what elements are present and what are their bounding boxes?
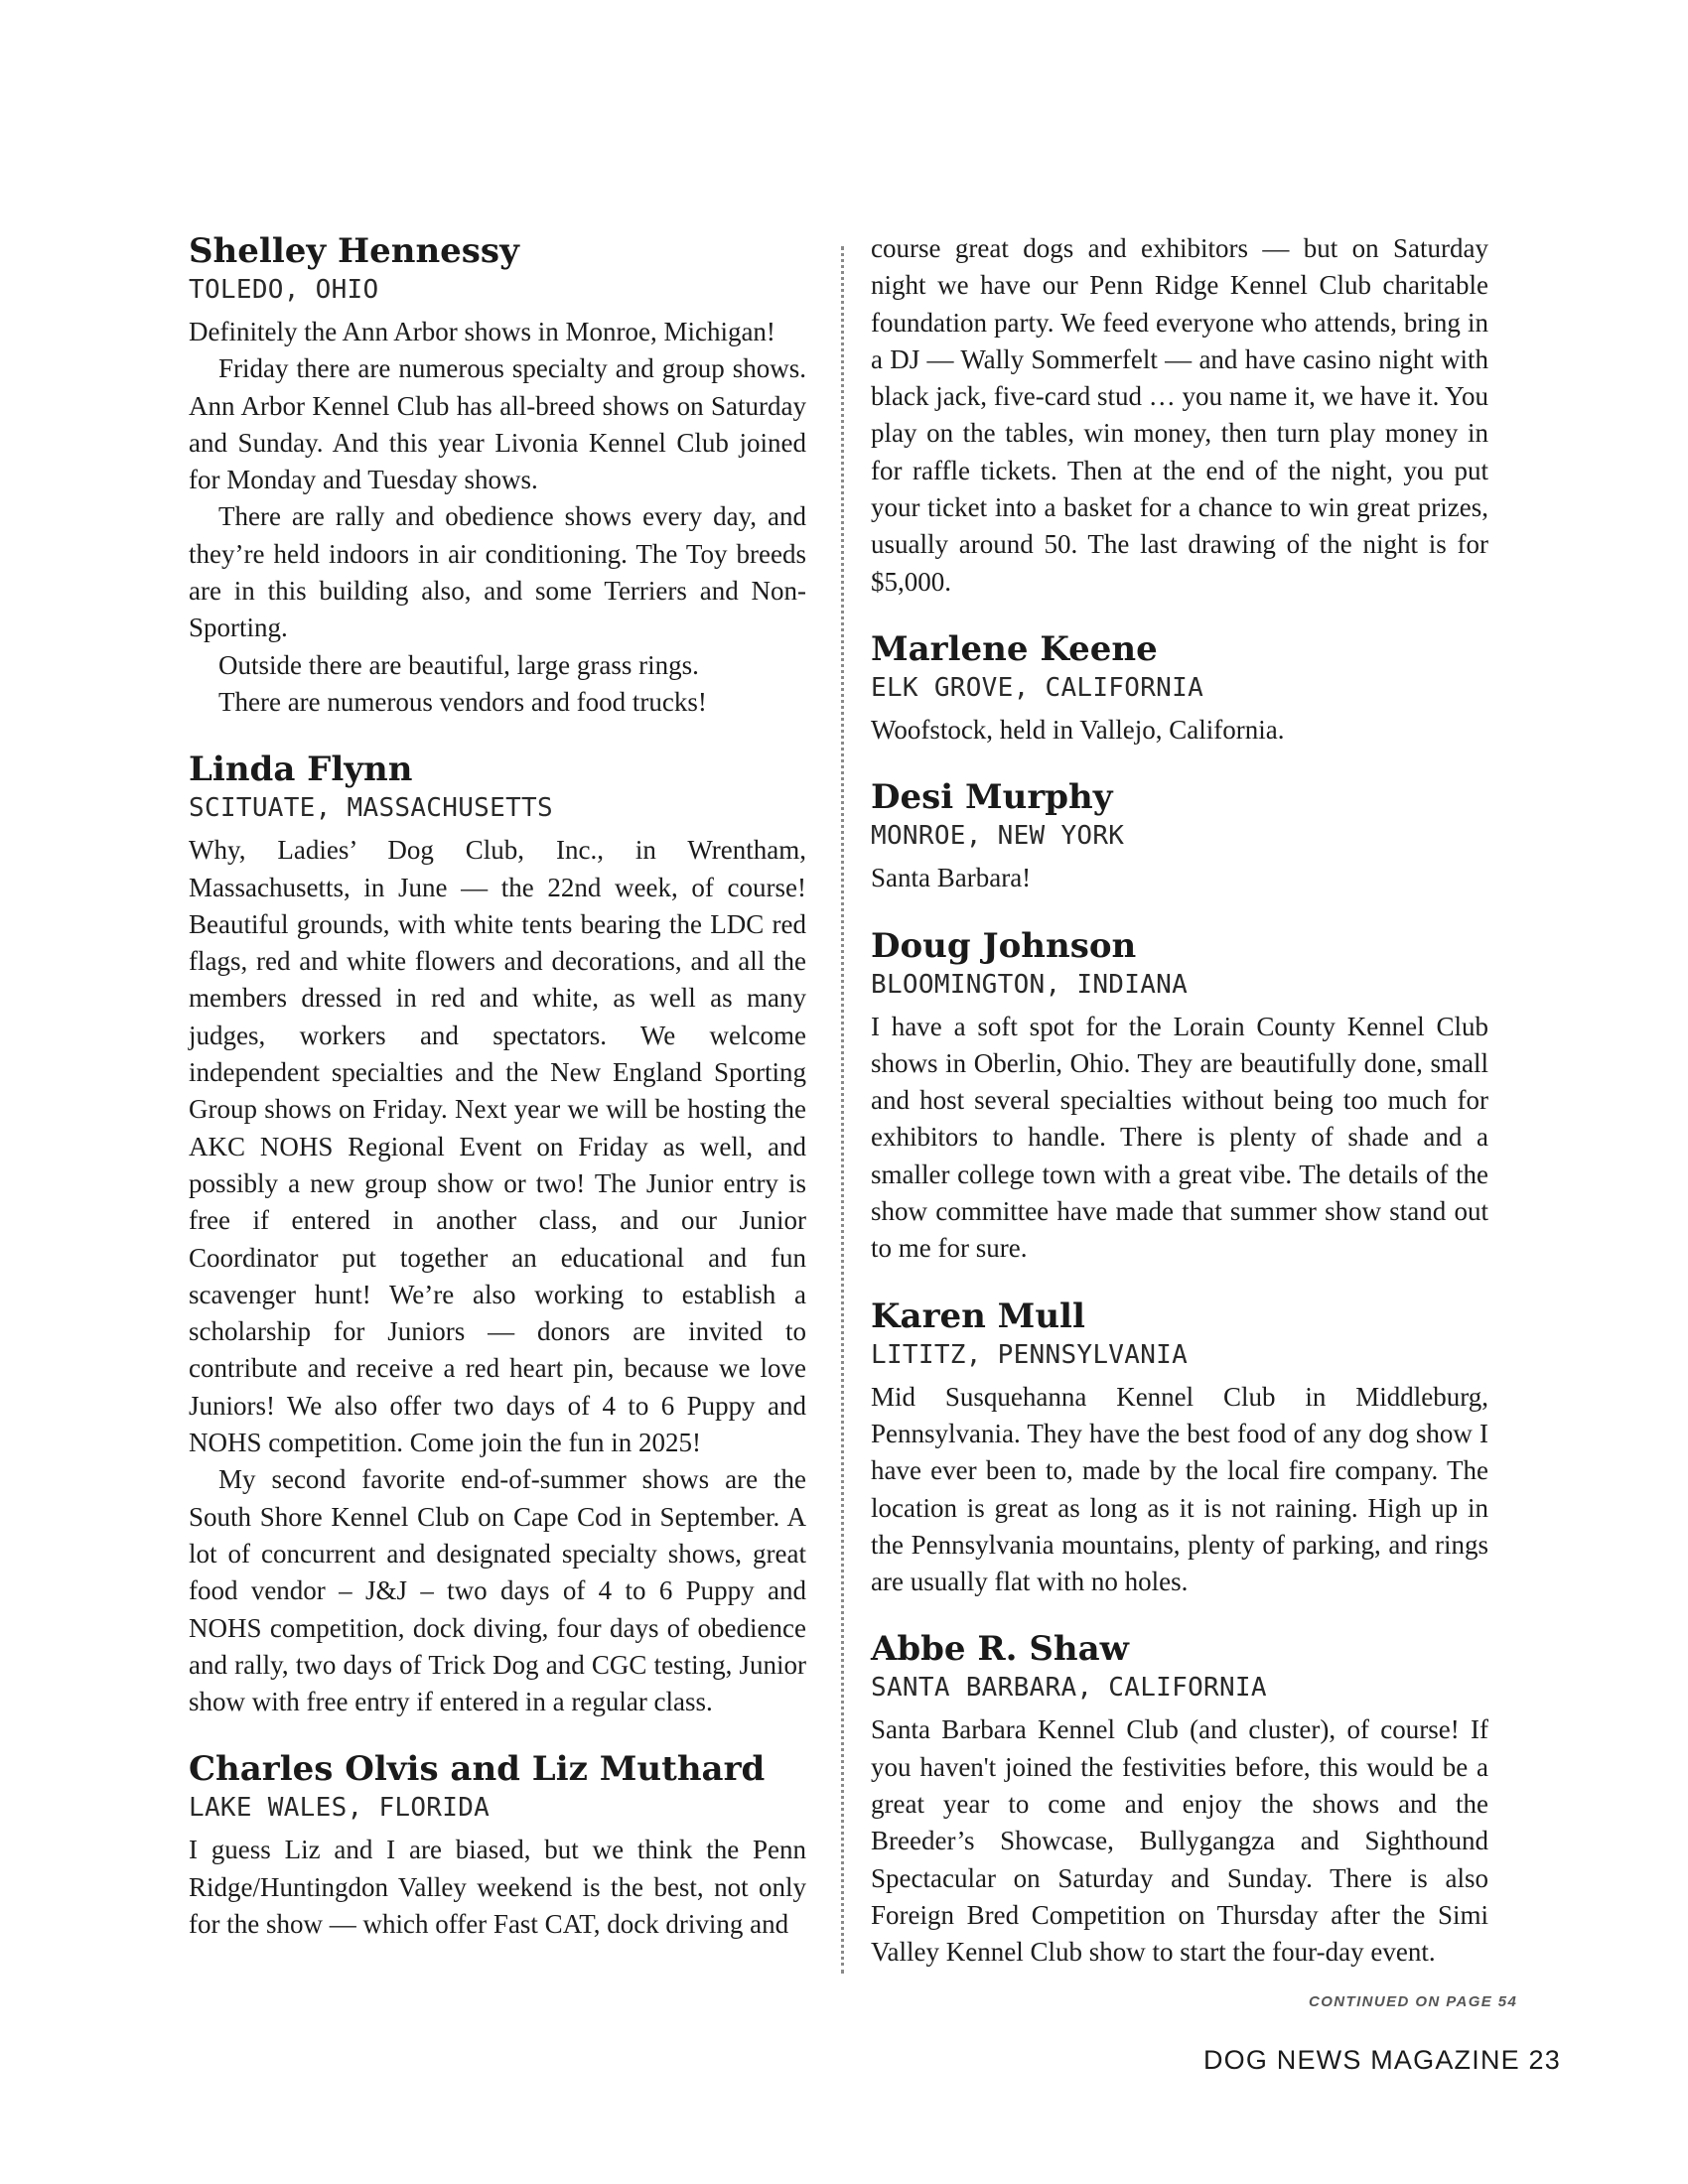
contributor-name: Charles Olvis and Liz Muthard [189,1749,766,1790]
continued-on-note: CONTINUED ON PAGE 54 [1309,1993,1518,2010]
body-paragraph: My second favorite end-of-summer shows are the South Shore Kennel Club on Cape Cod in September. A lot of concurrent and designated specialty shows, great food vendor – J&J – two days of 4 to 6 Puppy and NOHS competition, dock diving, four days of obedience and rally, two days of Trick Dog and CGC testing, Junior show with free entry if entered in a regular class. [189,1464,806,1717]
continued-text [871,230,1488,601]
entry-desi-murphy [871,776,1488,896]
body-paragraph: Definitely the Ann Arbor shows in Monroe, Michigan! [189,317,775,346]
right-column [871,230,1488,1999]
contributor-name: Abbe R. Shaw [871,1629,1129,1670]
contributor-location: ELK GROVE, CALIFORNIA [871,672,1204,703]
entry-doug-johnson [871,925,1488,1268]
column-divider [841,246,844,1974]
entry-linda-flynn [189,749,806,1720]
contributor-name: Marlene Keene [871,628,1158,669]
contributor-location: LAKE WALES, FLORIDA [189,1793,491,1824]
body-paragraph: Woofstock, held in Vallejo, California. [871,714,1285,745]
contributor-location: TOLEDO, OHIO [189,275,379,305]
body-paragraph: There are numerous vendors and food trucks! [218,686,707,717]
body-paragraph: Why, Ladies’ Dog Club, Inc., in Wrentham, Massachusetts, in June — the 22nd week, of course! Beautiful grounds, with white tents bearing the LDC red flags, red and white flowers and decorations, and all the members dressed in red and white, as well as many judges, workers and spectators. We welcome independent specialties and the New England Sporting Group shows on Friday. Next year we will be hosting the AKC NOHS Regional Event on Friday as well, and possibly a new group show or two! The Junior entry is free if entered in another class, and our Junior Coordinator put together an educational and fun scavenger hunt! We’re also working to establish a scholarship for Juniors — donors are invited to contribute and receive a red heart pin, because we love Juniors! We also offer two days of 4 to 6 Puppy and NOHS competition. Come join the fun in 2025! [189,835,806,1458]
contributor-location: SCITUATE, MASSACHUSETTS [189,793,553,824]
contributor-name: Shelley Hennessy [189,231,519,271]
contributor-location: MONROE, NEW YORK [871,821,1125,852]
body-paragraph: Friday there are numerous specialty and group shows. Ann Arbor Kennel Club has all-breed shows on Saturday and Sunday. And this year Livonia Kennel Club joined for Monday and Tuesday shows. [189,353,806,495]
body-paragraph: Mid Susquehanna Kennel Club in Middleburg, Pennsylvania. They have the best food of any dog show I have ever been to, made by the local fire company. The location is great as long as it is not raining. High up in the Pennsylvania mountains, plenty of parking, and rings are usually flat with no holes. [871,1381,1488,1597]
entry-shelley-hennessy [189,230,806,721]
body-paragraph: Outside there are beautiful, large grass rings. [218,649,699,680]
entry-karen-mull [871,1296,1488,1601]
body-paragraph: I have a soft spot for the Lorain County Kennel Club shows in Oberlin, Ohio. They are beautifully done, small and host several specialties without being too much for exhibitors to handle. There is plenty of shade and a smaller college town with a great vibe. The details of the show committee have made that summer show stand out to me for sure. [871,1011,1488,1264]
contributor-location: SANTA BARBARA, CALIFORNIA [871,1673,1267,1704]
page-footer: DOG NEWS MAGAZINE 23 [1202,2045,1561,2075]
contributor-name: Karen Mull [871,1296,1085,1336]
body-paragraph: Santa Barbara Kennel Club (and cluster), of course! If you haven't joined the festivities before, this would be a great year to come and enjoy the shows and the Breeder’s Showcase, Bullygangza and Sighthound Spectacular on Saturday and Sunday. There is also Foreign Bred Competition on Thursday after the Simi Valley Kennel Club show to start the four-day event. [871,1714,1488,1968]
contributor-location: BLOOMINGTON, INDIANA [871,969,1189,1000]
contributor-location: LITITZ, PENNSYLVANIA [871,1339,1189,1370]
entry-marlene-keene [871,628,1488,749]
contributor-name: Desi Murphy [871,777,1113,818]
entry-charles-olvis-liz-muthard [189,1748,806,1943]
body-paragraph: I guess Liz and I are biased, but we think the Penn Ridge/Huntingdon Valley weekend is the best, not only for the show — which offer Fast CAT, dock driving and [189,1835,806,1939]
entry-abbe-r-shaw [871,1628,1488,1971]
contributor-name: Linda Flynn [189,750,413,790]
left-column [189,230,806,1971]
body-paragraph: There are rally and obedience shows every day, and they’re held indoors in air conditioning. The Toy breeds are in this building also, and some Terriers and Non-Sporting. [189,501,806,643]
contributor-name: Doug Johnson [871,925,1137,966]
body-paragraph: Santa Barbara! [871,863,1032,893]
body-paragraph: course great dogs and exhibitors — but on Saturday night we have our Penn Ridge Kennel Club charitable foundation party. We feed everyone who attends, bring in a DJ — Wally Sommerfelt — and have casino night with black jack, five-card stud … you name it, we have it. You play on the tables, win money, then turn play money in for raffle tickets. Then at the end of the night, you put your ticket into a basket for a chance to win great prizes, usually around 50. The last drawing of the night is for $5,000. [871,233,1488,597]
